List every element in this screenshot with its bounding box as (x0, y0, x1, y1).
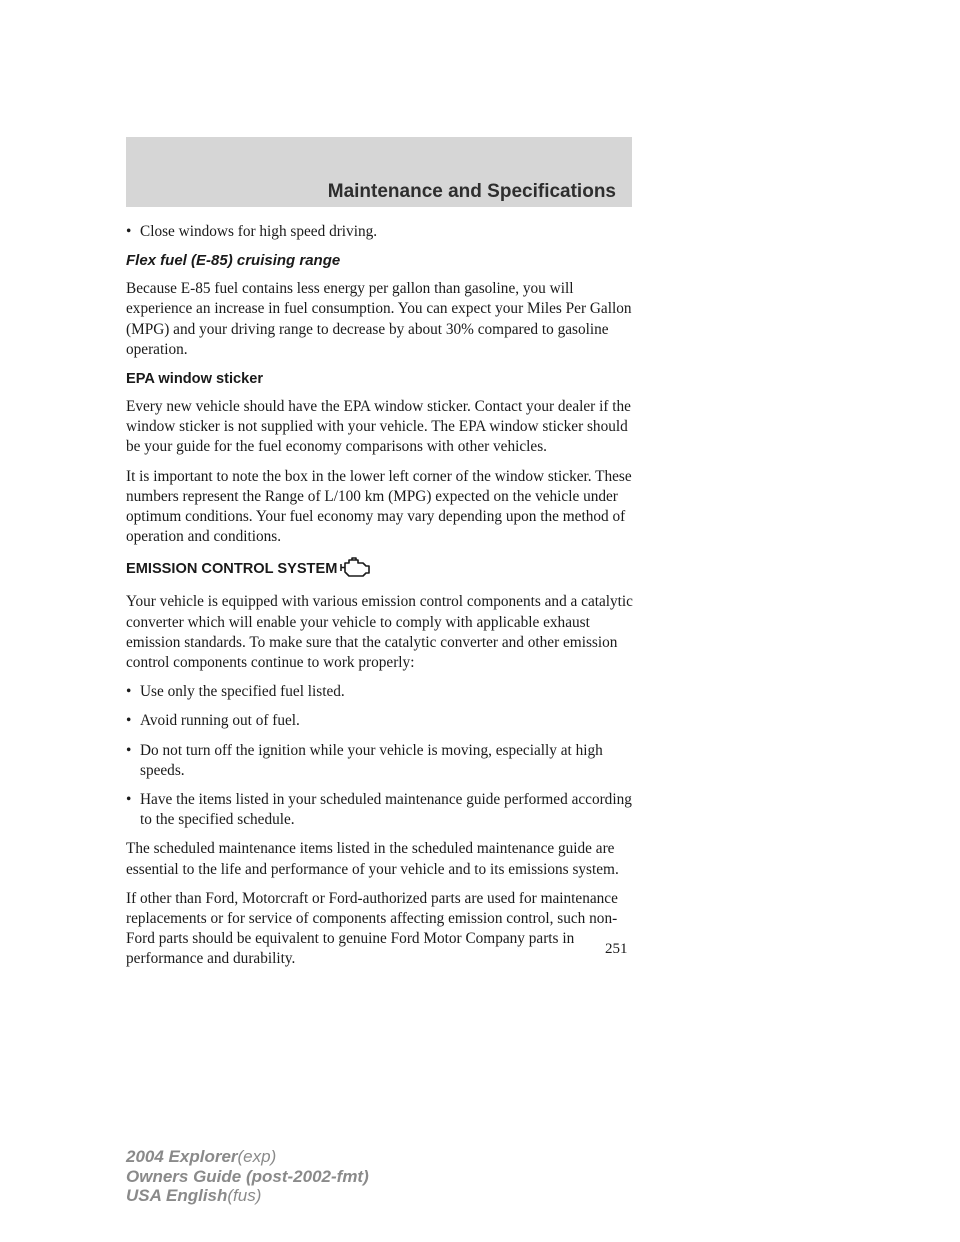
document-footer (126, 1147, 369, 1206)
bullet-text: Close windows for high speed driving. (140, 223, 378, 240)
bullet-text: Use only the specified fuel listed. (140, 683, 345, 701)
bullet-item (126, 682, 638, 702)
epa-paragraph-1: Every new vehicle should have the EPA window sticker. Contact your dealer if the window sticker is not supplied with your vehicle. The EPA window sticker should be your guide for the fuel economy comparisons with other vehicles. (126, 398, 631, 456)
check-engine-icon (339, 556, 373, 584)
section-header-band (126, 137, 632, 207)
bullet-text: Do not turn off the ignition while your vehicle is moving, especially at high speeds. (140, 741, 603, 779)
section-title: Maintenance and Specifications (327, 181, 616, 202)
bullet-item (126, 741, 638, 781)
bullet-item (126, 222, 638, 242)
epa-heading: EPA window sticker (126, 371, 264, 388)
bullet-item (126, 711, 638, 731)
footer-language: USA English (126, 1186, 228, 1205)
emission-heading-row (126, 556, 638, 584)
flex-fuel-heading: Flex fuel (E-85) cruising range (126, 252, 341, 270)
footer-line-3 (126, 1186, 369, 1206)
page-number: 251 (605, 941, 628, 957)
scheduled-maintenance-paragraph: The scheduled maintenance items listed in the scheduled maintenance guide are essential to the life and performance of your vehicle and to its emissions system. (126, 840, 619, 878)
flex-fuel-paragraph: Because E-85 fuel contains less energy per gallon than gasoline, you will experience an increase in fuel consumption. You can expect your Miles Per Gallon (MPG) and your driving range to decrease by about 30% compared to gasoline operation. (126, 280, 632, 358)
bullet-glyph: • (126, 712, 132, 730)
emission-heading: EMISSION CONTROL SYSTEM (126, 561, 338, 578)
emission-paragraph: Your vehicle is equipped with various emission control components and a catalytic converter which will enable your vehicle to comply with applicable exhaust emission standards. To make sure that the catalytic converter and other emission control components continue to work properly: (126, 593, 633, 672)
bullet-item (126, 790, 638, 830)
page-content (126, 222, 638, 979)
parts-paragraph: If other than Ford, Motorcraft or Ford-authorized parts are used for maintenance replacements or for service of components affecting emission control, such non-Ford parts should be equivalent to genuine Ford Motor Company parts in performance and durability. (126, 889, 618, 968)
footer-language-code: (fus) (227, 1186, 262, 1205)
footer-model: 2004 Explorer (126, 1147, 238, 1166)
bullet-glyph: • (126, 683, 132, 701)
footer-line-1 (126, 1147, 369, 1167)
footer-model-code: (exp) (237, 1147, 277, 1166)
footer-line-2: Owners Guide (post-2002-fmt) (126, 1166, 369, 1186)
bullet-glyph: • (126, 223, 132, 240)
bullet-glyph: • (126, 741, 132, 759)
epa-paragraph-2: It is important to note the box in the lower left corner of the window sticker. These numbers represent the Range of L/100 km (MPG) expected on the vehicle under optimum conditions. Your fuel economy may vary depending upon the method of operation and conditions. (126, 467, 632, 546)
bullet-text: Avoid running out of fuel. (140, 712, 300, 730)
bullet-glyph: • (126, 791, 132, 809)
bullet-text: Have the items listed in your scheduled maintenance guide performed according to the specified schedule. (140, 791, 632, 829)
